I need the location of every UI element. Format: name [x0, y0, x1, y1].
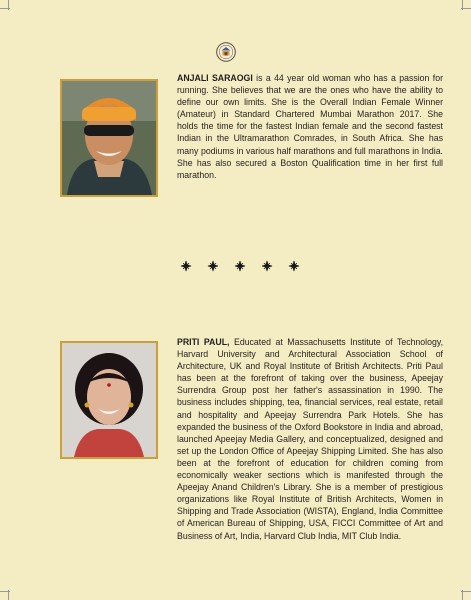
crop-mark	[462, 0, 463, 10]
profile-name: ANJALI SARAOGI	[177, 73, 253, 83]
star-icon	[207, 260, 219, 272]
profile-bio-text: Educated at Massachusetts Institute of Technology, Harvard University and Architectural Association School of Architecture, UK and Royal Institute of British Architects. Priti Paul has been at the forefront of taking over the business, Apeejay Surrendra Group post her father's assassination in 1990. The business includes shipping, tea, financial services, real estate, retail and hospitality and Apeejay Surrendra Park Hotels. She has expanded the business of the Oxford Bookstore in India and abroad, launched Apeejay Media Gallery, and conceptualized, designed and set up the London Office of Apeejay Shipping Limited. She has also been at the forefront of education for children coming from economically weaker sections which is manifested through the Apeejay Anand Children's Library. She is a member of prestigious organizations like Royal Institute of British Architects, Women in Shipping and Trade Association (WISTA), England, India Committee of American Bureau of Shipping, USA, FICCI Committee of Art and Business of Art, India, Harvard Club India, MIT Club India.	[177, 337, 443, 541]
star-icon	[288, 260, 300, 272]
crop-mark	[8, 590, 9, 600]
bio-priti-paul	[177, 336, 443, 542]
profile-name: PRITI PAUL,	[177, 337, 230, 347]
crop-mark	[462, 590, 463, 600]
star-icon	[180, 260, 192, 272]
crop-mark	[8, 0, 9, 10]
profile-photo-priti-paul	[60, 341, 158, 459]
star-icon	[234, 260, 246, 272]
profile-photo-anjali-saraogi	[60, 79, 158, 197]
star-icon	[261, 260, 273, 272]
bio-anjali-saraogi	[177, 72, 443, 181]
section-divider-stars	[180, 258, 300, 274]
profile-bio-text: is a 44 year old woman who has a passion for running. She believes that we are the ones who have the ability to define our own limits. She is the Overall Indian Female Winner (Amateur) in Standard Chartered Mumbai Marathon 2017. She holds the time for the fastest Indian female and the second fastest Indian in the Ultramarathon Comrades, in South Africa. She has many podiums in various half marathons and full marathons in India. She has also secured a Boston Qualification time in her first full marathon.	[177, 73, 443, 180]
institution-seal-icon	[216, 42, 236, 62]
